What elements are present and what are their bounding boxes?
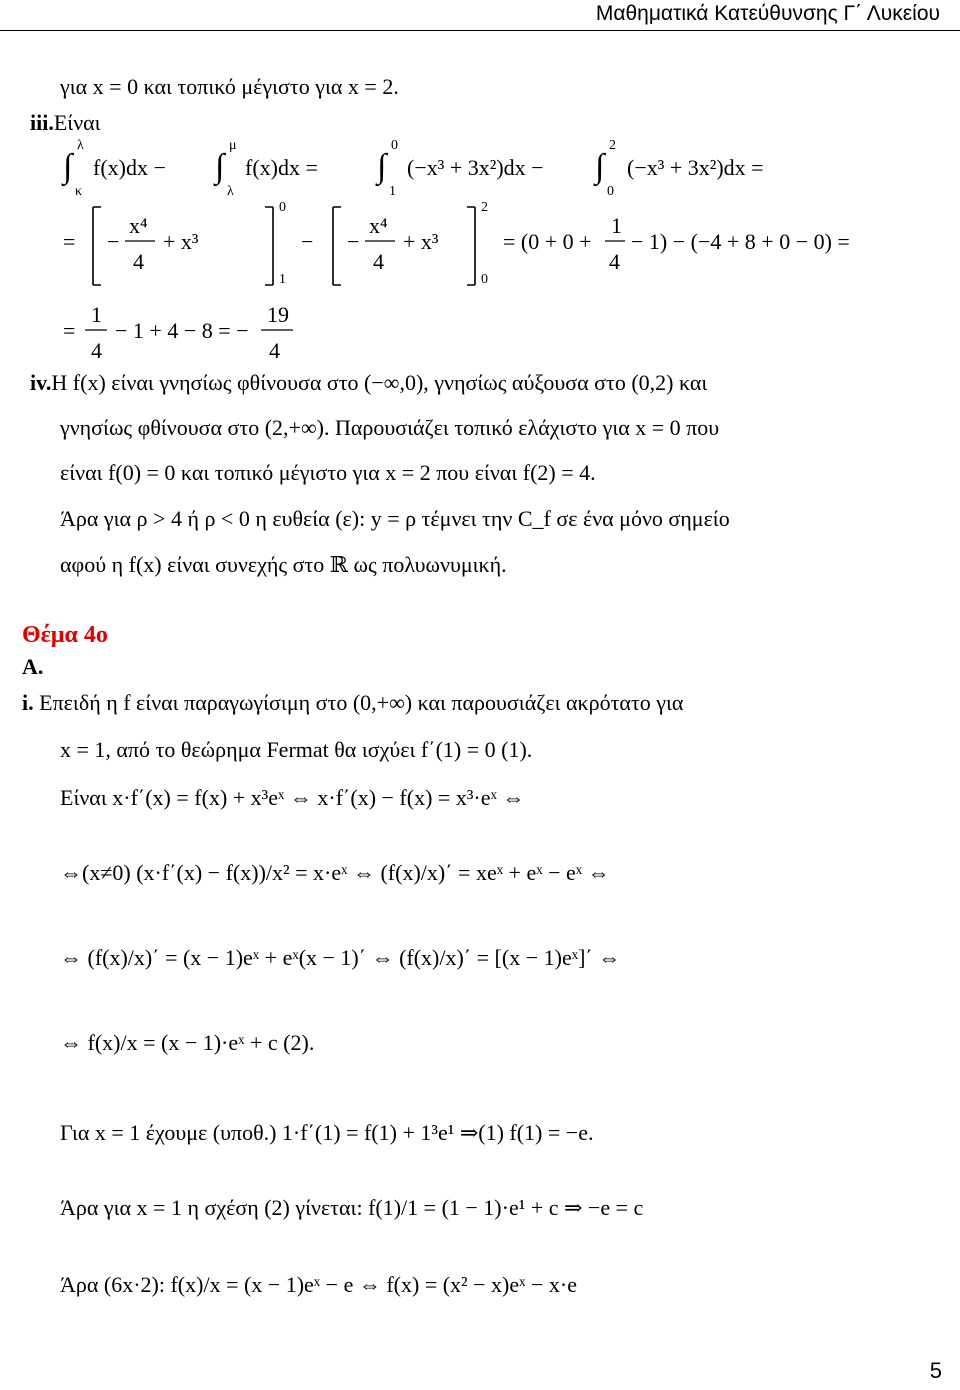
- svg-text:κ: κ: [75, 184, 83, 199]
- svg-text:(−x³ + 3x²)dx =: (−x³ + 3x²)dx =: [627, 155, 764, 180]
- svg-text:− 1) − (−4 + 8 + 0 − 0) =: − 1) − (−4 + 8 + 0 − 0) =: [631, 229, 850, 254]
- svg-text:=: =: [63, 229, 76, 254]
- page-header-title: Μαθηματικά Κατεύθυνσης Γ΄ Λυκείου: [595, 2, 940, 25]
- svg-text:1: 1: [389, 184, 396, 199]
- svg-text:1: 1: [279, 272, 286, 287]
- svg-text:−: −: [107, 229, 120, 254]
- svg-text:0: 0: [481, 272, 488, 287]
- topic-title: Θέμα 4ο: [22, 622, 108, 648]
- svg-text:λ: λ: [227, 184, 234, 199]
- iv-line4: Άρα για ρ > 4 ή ρ < 0 η ευθεία (ε): y = ρ τέμνει την C_f σε ένα μόνο σημείο: [60, 506, 730, 531]
- derivation-eq3: ⇔ (f(x)/x)΄ = (x − 1)eˣ + eˣ(x − 1)΄ ⇔ (f(x)/x)΄ = [(x − 1)eˣ]΄ ⇔: [60, 945, 621, 970]
- svg-text:4: 4: [269, 338, 280, 363]
- svg-text:2: 2: [609, 138, 616, 153]
- svg-text:4: 4: [373, 249, 384, 274]
- svg-text:∫: ∫: [215, 148, 225, 185]
- iv-line1: [30, 370, 707, 396]
- svg-text:−: −: [347, 229, 360, 254]
- svg-text:λ: λ: [77, 138, 84, 153]
- iii-text: Είναι: [53, 110, 101, 135]
- iii-eq2-evaluation: [55, 195, 895, 295]
- svg-text:4: 4: [133, 249, 144, 274]
- svg-text:x⁴: x⁴: [129, 213, 148, 238]
- iv-line5: αφού η f(x) είναι συνεχής στο ℝ ως πολυωνυμική.: [60, 552, 507, 577]
- svg-text:0: 0: [607, 184, 614, 199]
- svg-text:= (0 + 0 +: = (0 + 0 +: [503, 229, 592, 254]
- topic-part-a: Α.: [22, 654, 44, 679]
- derivation-eq4: ⇔ f(x)/x = (x − 1)·eˣ + c (2).: [60, 1030, 315, 1055]
- svg-text:0: 0: [279, 200, 286, 215]
- svg-text:f(x)dx −: f(x)dx −: [93, 155, 166, 180]
- svg-text:∫: ∫: [595, 148, 605, 185]
- iv-line2: γνησίως φθίνουσα στο (2,+∞). Παρουσιάζει τοπικό ελάχιστο για x = 0 που: [60, 415, 720, 440]
- svg-text:− 1 + 4 − 8 = −: − 1 + 4 − 8 = −: [115, 318, 249, 343]
- svg-text:0: 0: [391, 138, 398, 153]
- topic-i-text1: Επειδή η f είναι παραγωγίσιμη στο (0,+∞) και παρουσιάζει ακρότατο για: [39, 690, 684, 715]
- svg-text:19: 19: [267, 302, 289, 327]
- iii-intro: για x = 0 και τοπικό μέγιστο για x = 2.: [60, 74, 399, 99]
- svg-text:+ x³: + x³: [163, 229, 199, 254]
- svg-text:1: 1: [91, 302, 102, 327]
- svg-text:4: 4: [91, 338, 102, 363]
- svg-text:x⁴: x⁴: [369, 213, 388, 238]
- svg-text:∫: ∫: [63, 148, 73, 185]
- derivation-eq7: Άρα (6x·2): f(x)/x = (x − 1)eˣ − e ⇔ f(x) = (x² − x)eˣ − x·e: [60, 1272, 577, 1297]
- svg-text:4: 4: [609, 249, 620, 274]
- svg-text:(−x³ + 3x²)dx −: (−x³ + 3x²)dx −: [407, 155, 544, 180]
- topic-i-label: i.: [22, 690, 34, 715]
- topic-i-line1: [22, 690, 683, 716]
- iii-line: [30, 110, 101, 136]
- iv-text1: Η f(x) είναι γνησίως φθίνουσα στο (−∞,0), γνησίως αύξουσα στο (0,2) και: [51, 370, 708, 395]
- header-rule: [0, 30, 960, 31]
- derivation-eq2: ⇔(x≠0) (x·f΄(x) − f(x))/x² = x·eˣ ⇔ (f(x)/x)΄ = xeˣ + eˣ − eˣ ⇔: [60, 860, 610, 885]
- derivation-eq1: Είναι x·f΄(x) = f(x) + x³eˣ ⇔ x·f΄(x) − f(x) = x³·eˣ ⇔: [60, 785, 525, 810]
- svg-text:μ: μ: [229, 138, 237, 153]
- svg-text:1: 1: [611, 213, 622, 238]
- svg-text:+ x³: + x³: [403, 229, 439, 254]
- svg-text:−: −: [301, 229, 314, 254]
- svg-text:=: =: [63, 318, 76, 343]
- svg-text:f(x)dx =: f(x)dx =: [245, 155, 318, 180]
- svg-text:2: 2: [481, 200, 488, 215]
- svg-text:∫: ∫: [377, 148, 387, 185]
- iv-line3: είναι f(0) = 0 και τοπικό μέγιστο για x = 2 που είναι f(2) = 4.: [60, 460, 596, 485]
- topic-i-line2: x = 1, από το θεώρημα Fermat θα ισχύει f΄(1) = 0 (1).: [60, 737, 533, 762]
- iii-eq3-result: [55, 292, 375, 372]
- derivation-eq6: Άρα για x = 1 η σχέση (2) γίνεται: f(1)/1 = (1 − 1)·e¹ + c ⇒ −e = c: [60, 1195, 644, 1220]
- derivation-eq5: Για x = 1 έχουμε (υποθ.) 1·f΄(1) = f(1) + 1³e¹ ⇒(1) f(1) = −e.: [60, 1120, 594, 1145]
- page-number: 5: [929, 1358, 942, 1383]
- iii-label: iii.: [30, 110, 54, 135]
- iv-label: iv.: [30, 370, 52, 395]
